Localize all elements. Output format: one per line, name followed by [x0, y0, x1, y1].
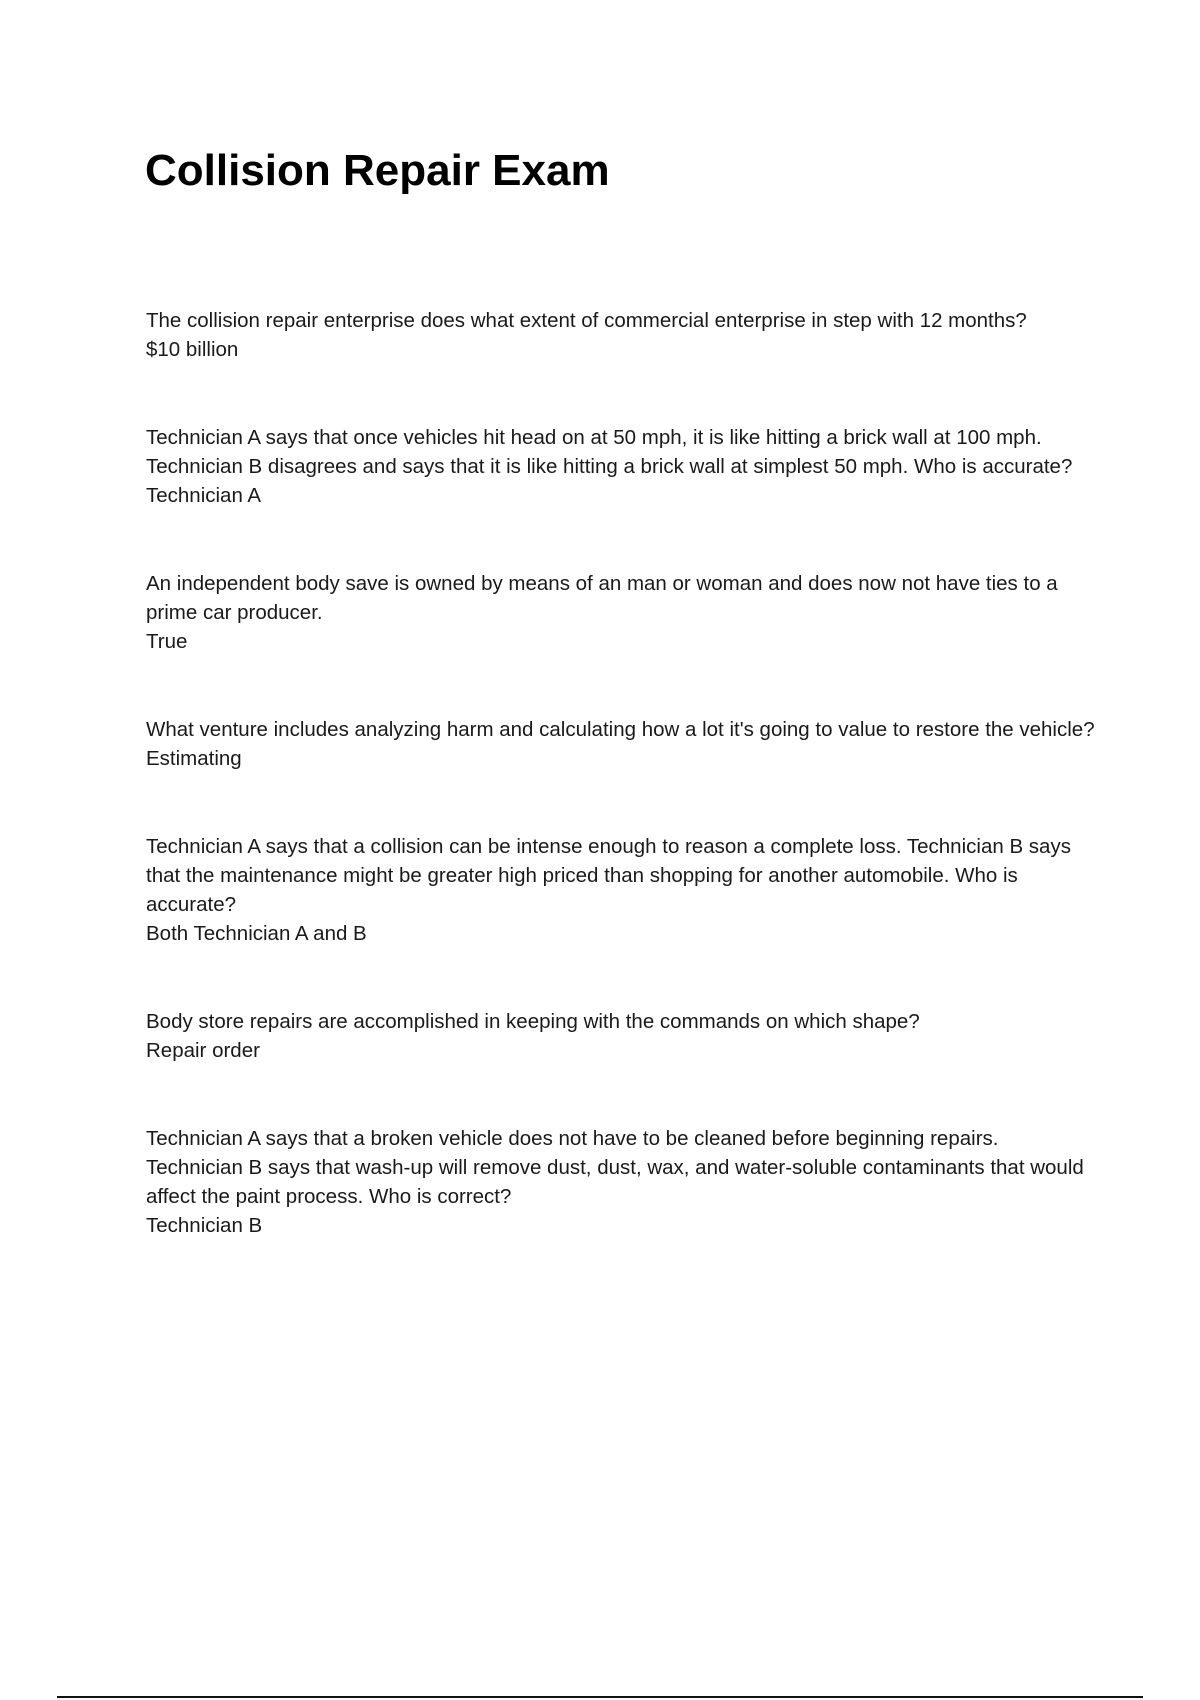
question-item [146, 832, 1096, 948]
question-text: What venture includes analyzing harm and calculating how a lot it's going to value to restore the vehicle? [146, 718, 1095, 741]
footer-divider [57, 1696, 1143, 1698]
question-item [146, 569, 1096, 656]
question-text: The collision repair enterprise does what extent of commercial enterprise in step with 12 months? [146, 309, 1027, 332]
question-text: Technician A says that a collision can be intense enough to reason a complete loss. Technician B says that the maintenance might be greater high priced than shopping for another automobile. Who is accurate? [146, 835, 1071, 916]
answer-text: Technician A [146, 484, 262, 507]
question-item [146, 1007, 1096, 1065]
answer-text: Repair order [146, 1039, 260, 1062]
question-item [146, 423, 1096, 510]
answer-text: Technician B [146, 1214, 263, 1237]
question-text: Technician A says that once vehicles hit head on at 50 mph, it is like hitting a brick wall at 100 mph. Technician B disagrees and says that it is like hitting a brick wall at simplest 50 mph. Who is accurate? [146, 426, 1073, 478]
question-text: Technician A says that a broken vehicle does not have to be cleaned before beginning repairs. Technician B says that wash-up will remove dust, dust, wax, and water-soluble contaminants that would affect the paint process. Who is correct? [146, 1127, 1084, 1208]
question-text: An independent body save is owned by means of an man or woman and does now not have ties to a prime car producer. [146, 572, 1058, 624]
question-item [146, 715, 1096, 773]
question-item [146, 306, 1096, 364]
answer-text: Both Technician A and B [146, 922, 367, 945]
question-text: Body store repairs are accomplished in keeping with the commands on which shape? [146, 1010, 920, 1033]
answer-text: Estimating [146, 747, 242, 770]
answer-text: True [146, 630, 188, 653]
page-title: Collision Repair Exam [145, 146, 610, 195]
question-list [146, 306, 1096, 1240]
answer-text: $10 billion [146, 338, 239, 361]
question-item [146, 1124, 1096, 1240]
